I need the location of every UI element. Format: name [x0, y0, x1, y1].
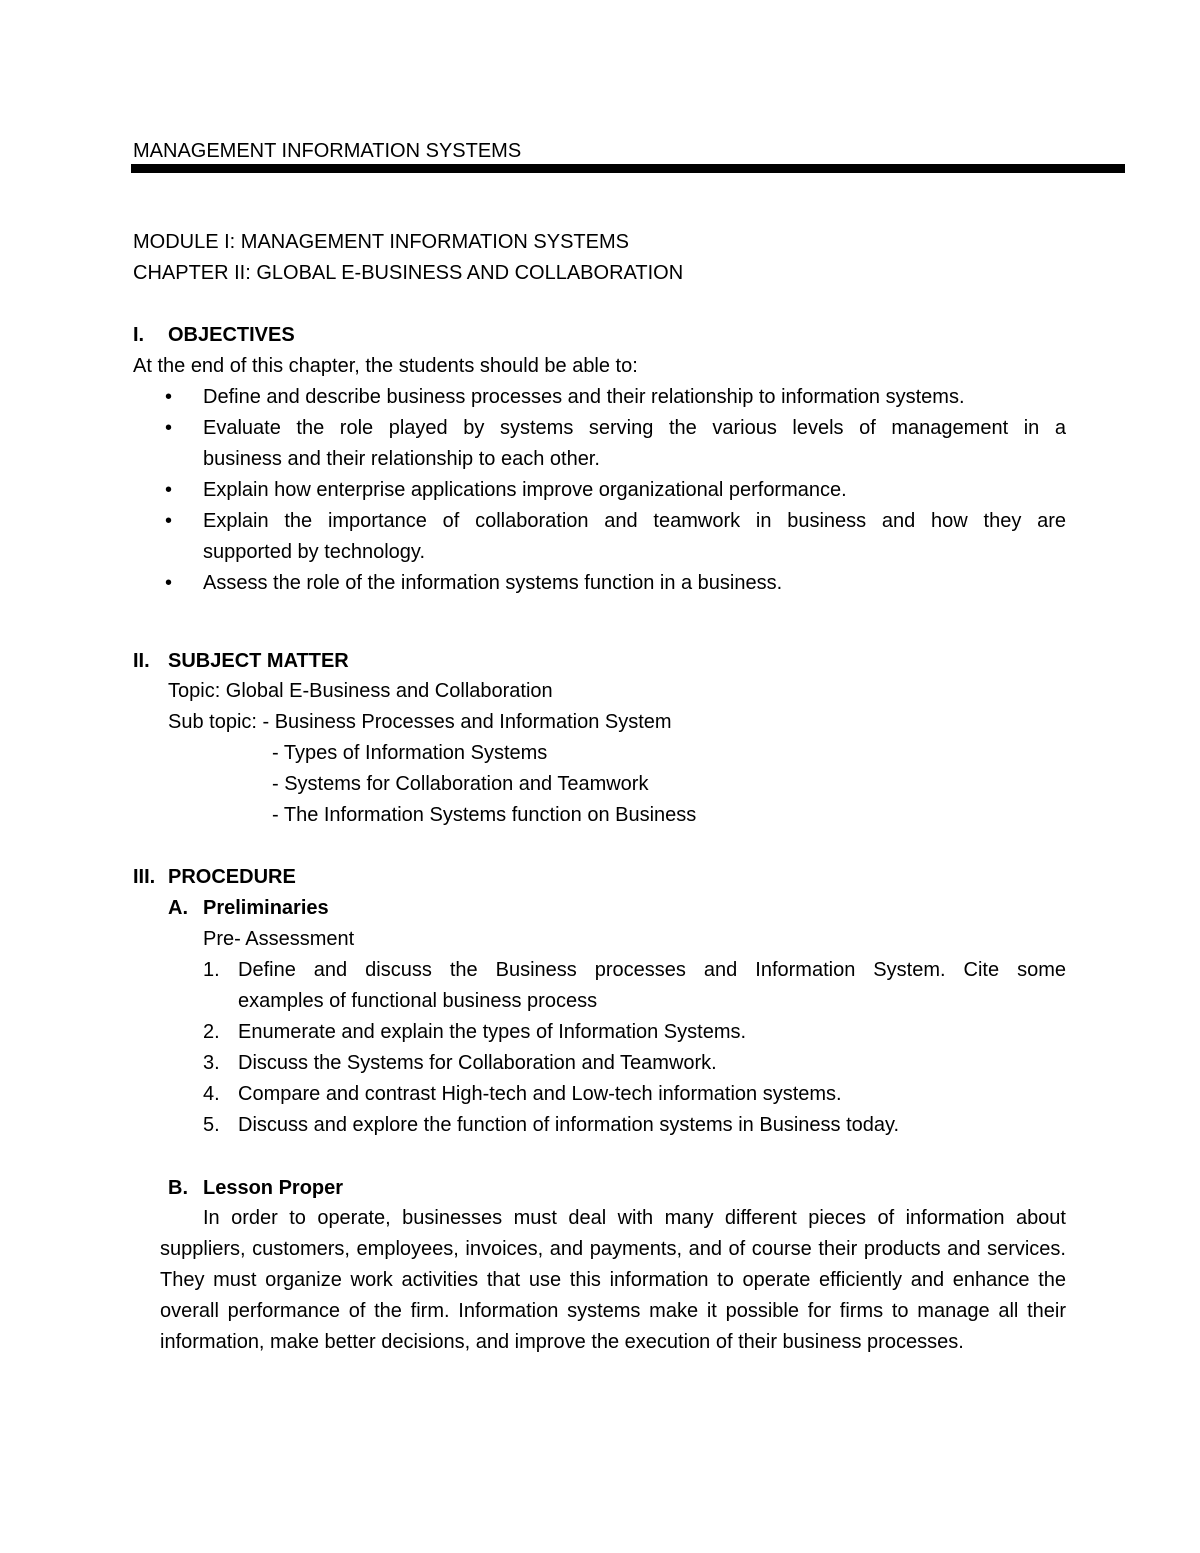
bullet-icon: • — [165, 572, 173, 594]
lesson-paragraph — [160, 1203, 1066, 1358]
preliminaries-heading — [168, 895, 329, 921]
objective-item-continued: supported by technology. — [203, 541, 426, 563]
lesson-paragraph-text: In order to operate, businesses must deal with many different pieces of information about suppliers, customers, employees, invoices, and payments, and of course their products and services. They must organize work activities that use this information to operate efficiently and enhance the overall performance of the firm. Information systems make it possible for firms to manage all their information, make better decisions, and improve the execution of their business processes. — [160, 1207, 1066, 1353]
lesson-proper-letter: B. — [168, 1177, 188, 1199]
subject-matter-heading — [133, 648, 349, 674]
subject-matter-heading-text: SUBJECT MATTER — [168, 650, 349, 672]
assessment-item: Discuss the Systems for Collaboration and Teamwork. — [238, 1052, 717, 1074]
procedure-heading-text: PROCEDURE — [168, 866, 296, 888]
subject-matter-numeral: II. — [133, 650, 150, 672]
bullet-icon: • — [165, 479, 173, 501]
objectives-numeral: I. — [133, 324, 145, 346]
objective-item: Define and describe business processes and their relationship to information systems. — [203, 386, 965, 408]
objectives-heading — [133, 322, 295, 348]
bullet-icon: • — [165, 510, 173, 532]
objective-item: Evaluate the role played by systems serving the various levels of management in a — [203, 417, 1066, 439]
lesson-proper-heading — [168, 1175, 343, 1201]
objective-item: Explain the importance of collaboration and teamwork in business and how they are — [203, 510, 1066, 532]
subtopic-item: - Systems for Collaboration and Teamwork — [272, 773, 649, 795]
lesson-proper-heading-text: Lesson Proper — [203, 1177, 344, 1199]
bullet-icon: • — [165, 417, 173, 439]
objectives-heading-text: OBJECTIVES — [168, 324, 295, 346]
objective-item: Assess the role of the information systems function in a business. — [203, 572, 783, 594]
header-rule — [131, 164, 1125, 173]
assessment-item: Discuss and explore the function of information systems in Business today. — [238, 1114, 900, 1136]
item-number: 2. — [203, 1021, 220, 1043]
procedure-numeral: III. — [133, 866, 156, 888]
assessment-item: Define and discuss the Business processes and Information System. Cite some — [238, 959, 1066, 981]
module-title: MODULE I: MANAGEMENT INFORMATION SYSTEMS — [133, 231, 629, 253]
course-title: MANAGEMENT INFORMATION SYSTEMS — [133, 140, 522, 162]
objective-item-continued: business and their relationship to each other. — [203, 448, 600, 470]
chapter-title: CHAPTER II: GLOBAL E-BUSINESS AND COLLABORATION — [133, 262, 684, 284]
preliminaries-letter: A. — [168, 897, 188, 919]
objectives-intro: At the end of this chapter, the students should be able to: — [133, 355, 638, 377]
pre-assessment-label: Pre- Assessment — [203, 928, 355, 950]
item-number: 5. — [203, 1114, 220, 1136]
item-number: 3. — [203, 1052, 220, 1074]
subtopic-line: Sub topic: - Business Processes and Information System — [168, 711, 672, 733]
subtopic-item: - Types of Information Systems — [272, 742, 548, 764]
item-number: 1. — [203, 959, 220, 981]
procedure-heading — [133, 864, 296, 890]
subtopic-item: - The Information Systems function on Business — [272, 804, 697, 826]
topic-line: Topic: Global E-Business and Collaboration — [168, 680, 553, 702]
objective-item: Explain how enterprise applications improve organizational performance. — [203, 479, 847, 501]
item-number: 4. — [203, 1083, 220, 1105]
preliminaries-heading-text: Preliminaries — [203, 897, 329, 919]
bullet-icon: • — [165, 386, 173, 408]
assessment-item: Compare and contrast High-tech and Low-tech information systems. — [238, 1083, 842, 1105]
assessment-item-continued: examples of functional business process — [238, 990, 598, 1012]
assessment-item: Enumerate and explain the types of Information Systems. — [238, 1021, 747, 1043]
